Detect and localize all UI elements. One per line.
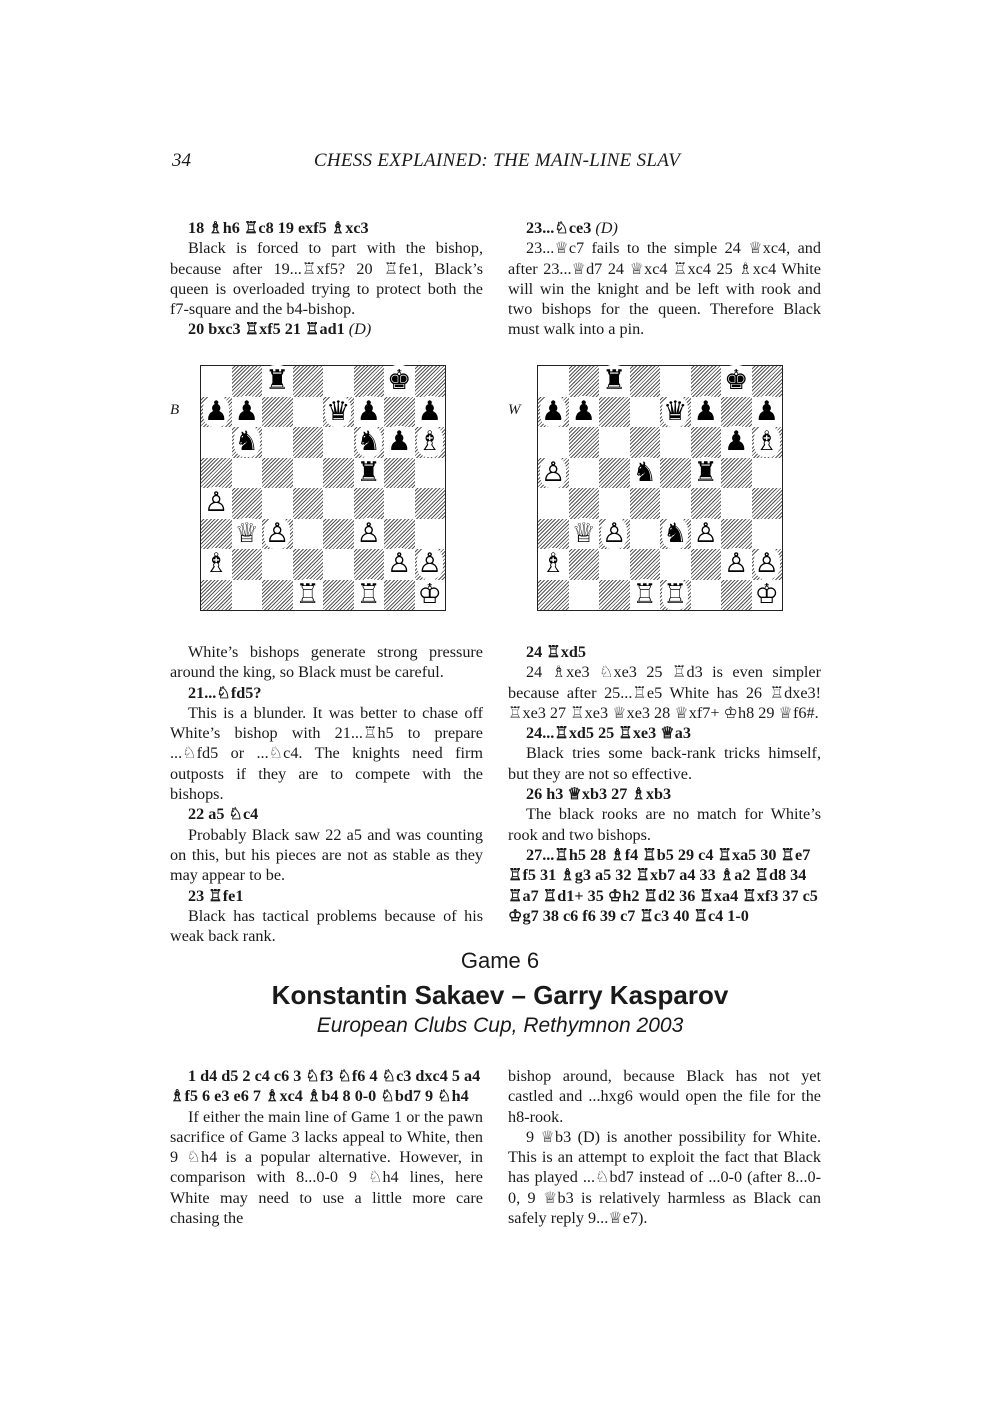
board-square xyxy=(384,458,415,489)
board-square xyxy=(354,549,385,580)
piece-glyph: ♞ xyxy=(356,426,381,457)
board-square xyxy=(599,427,630,458)
chess-piece-icon xyxy=(691,458,722,489)
board-square xyxy=(721,580,752,611)
board-square xyxy=(415,488,446,519)
piece-glyph: ♙ xyxy=(417,548,442,579)
piece-glyph: ♛ xyxy=(663,395,688,427)
annotation-paragraph xyxy=(508,238,821,339)
board-square xyxy=(262,580,293,611)
chess-piece-icon xyxy=(415,549,446,580)
board-square xyxy=(262,397,293,428)
text: 18 ♗h6 ♖c8 19 exf5 ♗xc3 xyxy=(188,219,369,237)
chess-piece-icon xyxy=(354,427,385,458)
chess-piece-icon xyxy=(354,458,385,489)
piece-glyph: ♞ xyxy=(663,517,688,549)
text: The black rooks are no match for White’s rook and two bishops. xyxy=(508,805,821,844)
diagram-marker: (D) xyxy=(344,320,372,339)
board-square xyxy=(599,580,630,611)
chess-piece-icon xyxy=(660,397,691,428)
piece-glyph: ♖ xyxy=(356,578,381,610)
chess-piece-icon xyxy=(538,458,569,489)
board-square xyxy=(232,488,263,519)
annotation-paragraph xyxy=(170,238,483,319)
board-square xyxy=(721,488,752,519)
board-square xyxy=(599,488,630,519)
text: Black tries some back-rank tricks himself, but they are not so effective. xyxy=(508,744,821,783)
chess-piece-icon xyxy=(721,366,752,397)
text: 26 h3 ♕xb3 27 ♗xb3 xyxy=(526,785,672,804)
piece-glyph: ♟ xyxy=(724,426,749,457)
piece-glyph: ♟ xyxy=(234,395,259,427)
piece-glyph: ♔ xyxy=(754,578,779,610)
board-square xyxy=(538,580,569,611)
board-square xyxy=(323,427,354,458)
left-column-bottom xyxy=(170,642,483,946)
chess-piece-icon xyxy=(201,397,232,428)
annotation-paragraph xyxy=(508,743,821,784)
piece-glyph: ♟ xyxy=(693,395,718,427)
move-line xyxy=(170,804,483,824)
text: 27...♖h5 28 ♗f4 ♖b5 29 c4 ♖xa5 30 ♖e7 ♖f5 31 ♗g3 a5 32 ♖xb7 a4 33 ♗a2 ♖d8 34 ♖a7 ♖d1+ 35 ♔h2 ♖d2 36 ♖xa4 ♖xf3 37 c5 ♔g7 38 c6 f6 39 c7 ♖c3 40 ♖c4 1-0 xyxy=(508,845,818,925)
text: 23 ♖fe1 xyxy=(188,886,244,905)
chess-piece-icon xyxy=(201,488,232,519)
board-square xyxy=(323,580,354,611)
chess-piece-icon xyxy=(752,580,783,611)
piece-glyph: ♞ xyxy=(234,426,259,457)
board-square xyxy=(752,458,783,489)
piece-glyph: ♟ xyxy=(417,395,442,427)
piece-glyph: ♚ xyxy=(387,365,412,396)
board-square xyxy=(630,366,661,397)
piece-glyph: ♟ xyxy=(571,395,596,427)
board-square xyxy=(691,580,722,611)
board-square xyxy=(630,488,661,519)
chess-piece-icon xyxy=(232,397,263,428)
chess-piece-icon xyxy=(384,549,415,580)
text: 1 d4 d5 2 c4 c6 3 ♘f3 ♘f6 4 ♘c3 dxc4 5 a4 ♗f5 6 e3 e6 7 ♗xc4 ♗b4 8 0-0 ♘bd7 9 ♘h4 xyxy=(170,1067,481,1106)
board-square xyxy=(232,458,263,489)
text: 21...♘fd5? xyxy=(188,683,262,702)
game-event: European Clubs Cup, Rethymnon 2003 xyxy=(316,1014,684,1037)
board-square xyxy=(293,366,324,397)
right-column-bottom xyxy=(508,642,821,926)
board-square xyxy=(232,366,263,397)
board-square xyxy=(323,366,354,397)
annotation-paragraph xyxy=(170,1107,483,1229)
text: Black has tactical problems because of his weak back rank. xyxy=(170,906,483,946)
board-square xyxy=(201,580,232,611)
board-square xyxy=(384,488,415,519)
piece-glyph: ♙ xyxy=(724,548,749,579)
piece-glyph: ♟ xyxy=(387,426,412,457)
piece-glyph: ♙ xyxy=(265,517,290,549)
diagram2-side-label: W xyxy=(508,402,521,418)
board-square xyxy=(538,519,569,550)
board-square xyxy=(569,549,600,580)
board-square xyxy=(323,519,354,550)
move-line xyxy=(170,218,483,238)
chess-piece-icon xyxy=(232,427,263,458)
piece-glyph: ♙ xyxy=(602,517,627,549)
chess-piece-icon xyxy=(538,397,569,428)
piece-glyph: ♖ xyxy=(632,578,657,610)
chess-piece-icon xyxy=(415,397,446,428)
text: 20 bxc3 ♖xf5 21 ♖ad1 xyxy=(188,320,345,339)
move-line xyxy=(170,683,483,703)
text: bishop around, because Black has not yet castled and ...hxg6 would open the file for the h8-rook. xyxy=(508,1067,821,1126)
board-square xyxy=(660,366,691,397)
text: This is a blunder. It was better to chase off White’s bishop with 21...♖h5 to prepare ...♘fd5 or ...♘c4. The knights need firm outposts if they are to compete with the bishops. xyxy=(170,703,483,804)
annotation-paragraph xyxy=(170,703,483,804)
board-square xyxy=(201,427,232,458)
board-square xyxy=(201,519,232,550)
chess-piece-icon xyxy=(599,366,630,397)
move-line xyxy=(170,1066,483,1107)
game-left-column xyxy=(170,1066,483,1228)
board-square xyxy=(630,397,661,428)
board-square xyxy=(201,458,232,489)
move-line xyxy=(508,845,821,926)
board-square xyxy=(293,458,324,489)
text: Probably Black saw 22 a5 and was counting on this, but his pieces are not as stable as they may appear to be. xyxy=(170,825,483,885)
board-square xyxy=(293,549,324,580)
piece-glyph: ♔ xyxy=(417,578,442,610)
board-square xyxy=(630,427,661,458)
chess-piece-icon xyxy=(293,580,324,611)
piece-glyph: ♙ xyxy=(541,456,566,488)
chess-diagram-2 xyxy=(537,365,783,611)
piece-glyph: ♙ xyxy=(204,487,229,518)
text: 24 ♖xd5 xyxy=(526,643,586,661)
piece-glyph: ♟ xyxy=(754,395,779,427)
chess-piece-icon xyxy=(752,397,783,428)
board-square xyxy=(569,488,600,519)
board-square xyxy=(660,427,691,458)
chess-piece-icon xyxy=(354,397,385,428)
board-square xyxy=(323,458,354,489)
diagram1-side-label: B xyxy=(170,402,180,418)
page-number: 34 xyxy=(172,150,191,171)
diagram-marker: (D) xyxy=(591,219,618,237)
board-square xyxy=(323,549,354,580)
move-line xyxy=(170,886,483,906)
chess-diagram-1 xyxy=(200,365,446,611)
board-square xyxy=(384,580,415,611)
chess-piece-icon xyxy=(721,427,752,458)
board-square xyxy=(599,397,630,428)
board-square xyxy=(262,458,293,489)
board-square xyxy=(415,458,446,489)
running-title: CHESS EXPLAINED: THE MAIN-LINE SLAV xyxy=(313,150,681,171)
text: 24...♖xd5 25 ♖xe3 ♕a3 xyxy=(526,724,691,743)
board-square xyxy=(262,549,293,580)
piece-glyph: ♙ xyxy=(387,548,412,579)
board-square xyxy=(599,458,630,489)
annotation-paragraph xyxy=(508,804,821,845)
game-right-column xyxy=(508,1066,821,1228)
piece-glyph: ♙ xyxy=(693,517,718,549)
piece-glyph: ♕ xyxy=(234,517,259,549)
board-square xyxy=(721,397,752,428)
move-line xyxy=(508,218,821,238)
running-header xyxy=(172,150,822,178)
text: Black is forced to part with the bishop, because after 19...♖xf5? 20 ♖fe1, Black’s queen is overloaded trying to protect both the f7-square and the b4-bishop. xyxy=(170,239,483,319)
chess-piece-icon xyxy=(630,458,661,489)
annotation-paragraph xyxy=(170,825,483,886)
text: 22 a5 ♘c4 xyxy=(188,805,259,824)
board-square xyxy=(538,427,569,458)
board-square xyxy=(630,519,661,550)
board-square xyxy=(752,519,783,550)
board-square xyxy=(354,366,385,397)
board-square xyxy=(262,488,293,519)
chess-piece-icon xyxy=(201,549,232,580)
chess-piece-icon xyxy=(721,549,752,580)
chess-piece-icon xyxy=(323,397,354,428)
board-square xyxy=(384,519,415,550)
text: If either the main line of Game 1 or the pawn sacrifice of Game 3 lacks appeal to White, then 9 ♘h4 is a popular alternative. However, in comparison with 8...0-0 9 ♘h4 lines, here White may need to use a little more care chasing the xyxy=(170,1107,483,1228)
move-line xyxy=(508,784,821,804)
board-square xyxy=(293,427,324,458)
chess-piece-icon xyxy=(630,580,661,611)
text: 24 ♗xe3 ♘xe3 25 ♖d3 is even simpler because after 25...♖e5 White has 26 ♖dxe3! ♖xe3 27 ♖xe3 ♕xe3 28 ♕xf7+ ♔h8 29 ♕f6#. xyxy=(508,663,821,722)
chess-piece-icon xyxy=(569,519,600,550)
text: 23...♕c7 fails to the simple 24 ♕xc4, and after 23...♕d7 24 ♕xc4 ♖xc4 25 ♗xc4 White will win the knight and be left with rook and two bishops for the queen. Therefore Black must walk into a pin. xyxy=(508,239,821,339)
board-square xyxy=(569,458,600,489)
board-square xyxy=(293,519,324,550)
piece-glyph: ♗ xyxy=(541,548,566,579)
chess-piece-icon xyxy=(354,519,385,550)
chess-piece-icon xyxy=(691,519,722,550)
piece-glyph: ♜ xyxy=(265,365,290,396)
board-square xyxy=(691,366,722,397)
board-square xyxy=(721,458,752,489)
piece-glyph: ♚ xyxy=(724,365,749,396)
piece-glyph: ♖ xyxy=(663,578,688,610)
chess-piece-icon xyxy=(262,519,293,550)
chess-piece-icon xyxy=(232,519,263,550)
right-column-top xyxy=(508,218,821,340)
piece-glyph: ♗ xyxy=(204,548,229,579)
board-square xyxy=(691,488,722,519)
chess-piece-icon xyxy=(660,580,691,611)
piece-glyph: ♜ xyxy=(602,365,627,396)
board-square xyxy=(630,549,661,580)
chess-piece-icon xyxy=(538,549,569,580)
board-square xyxy=(721,519,752,550)
board-square xyxy=(415,366,446,397)
piece-glyph: ♖ xyxy=(295,578,320,610)
move-line xyxy=(508,723,821,743)
board-square xyxy=(323,488,354,519)
piece-glyph: ♗ xyxy=(754,426,779,457)
annotation-paragraph xyxy=(508,1127,821,1228)
board-square xyxy=(232,549,263,580)
piece-glyph: ♜ xyxy=(356,456,381,488)
chess-piece-icon xyxy=(384,366,415,397)
board-square xyxy=(569,580,600,611)
chess-piece-icon xyxy=(599,519,630,550)
piece-glyph: ♟ xyxy=(356,395,381,427)
text: 9 ♕b3 (D) is another possibility for White. This is an attempt to exploit the fact that Black has played ...♘bd7 instead of ...0-0 (after 8...0-0, 9 ♕b3 is relatively harmless as Black can safely reply 9...♕e7). xyxy=(508,1127,821,1228)
text: 23...♘ce3 xyxy=(526,219,592,237)
move-line xyxy=(508,642,821,662)
board-square xyxy=(538,366,569,397)
board-square xyxy=(384,397,415,428)
game-number: Game 6 xyxy=(460,948,540,973)
annotation-paragraph xyxy=(170,906,483,947)
chess-piece-icon xyxy=(415,427,446,458)
game-players: Konstantin Sakaev – Garry Kasparov xyxy=(271,980,729,1010)
chess-piece-icon xyxy=(262,366,293,397)
board-square xyxy=(538,488,569,519)
piece-glyph: ♟ xyxy=(541,395,566,427)
piece-glyph: ♟ xyxy=(204,395,229,427)
piece-glyph: ♙ xyxy=(356,517,381,549)
chess-piece-icon xyxy=(569,397,600,428)
board-square xyxy=(293,488,324,519)
board-square xyxy=(660,488,691,519)
board-square xyxy=(752,488,783,519)
piece-glyph: ♕ xyxy=(571,517,596,549)
annotation-paragraph xyxy=(508,662,821,723)
board-square xyxy=(691,549,722,580)
annotation-paragraph xyxy=(170,642,483,683)
chess-piece-icon xyxy=(354,580,385,611)
board-square xyxy=(354,488,385,519)
chess-piece-icon xyxy=(660,519,691,550)
board-square xyxy=(569,427,600,458)
text: White’s bishops generate strong pressure around the king, so Black must be careful. xyxy=(170,643,483,682)
board-square xyxy=(201,366,232,397)
board-square xyxy=(415,519,446,550)
board-square xyxy=(691,427,722,458)
left-column-top xyxy=(170,218,483,340)
board-square xyxy=(660,549,691,580)
board-square xyxy=(599,549,630,580)
chess-piece-icon xyxy=(752,427,783,458)
piece-glyph: ♗ xyxy=(417,426,442,457)
piece-glyph: ♞ xyxy=(632,456,657,488)
piece-glyph: ♙ xyxy=(754,548,779,579)
chess-piece-icon xyxy=(752,549,783,580)
annotation-paragraph xyxy=(508,1066,821,1127)
chess-piece-icon xyxy=(415,580,446,611)
board-square xyxy=(293,397,324,428)
board-square xyxy=(262,427,293,458)
move-line xyxy=(170,319,483,339)
board-square xyxy=(660,458,691,489)
board-square xyxy=(569,366,600,397)
piece-glyph: ♜ xyxy=(693,456,718,488)
board-square xyxy=(752,366,783,397)
chess-piece-icon xyxy=(384,427,415,458)
piece-glyph: ♛ xyxy=(326,395,351,427)
chess-piece-icon xyxy=(691,397,722,428)
board-square xyxy=(232,580,263,611)
